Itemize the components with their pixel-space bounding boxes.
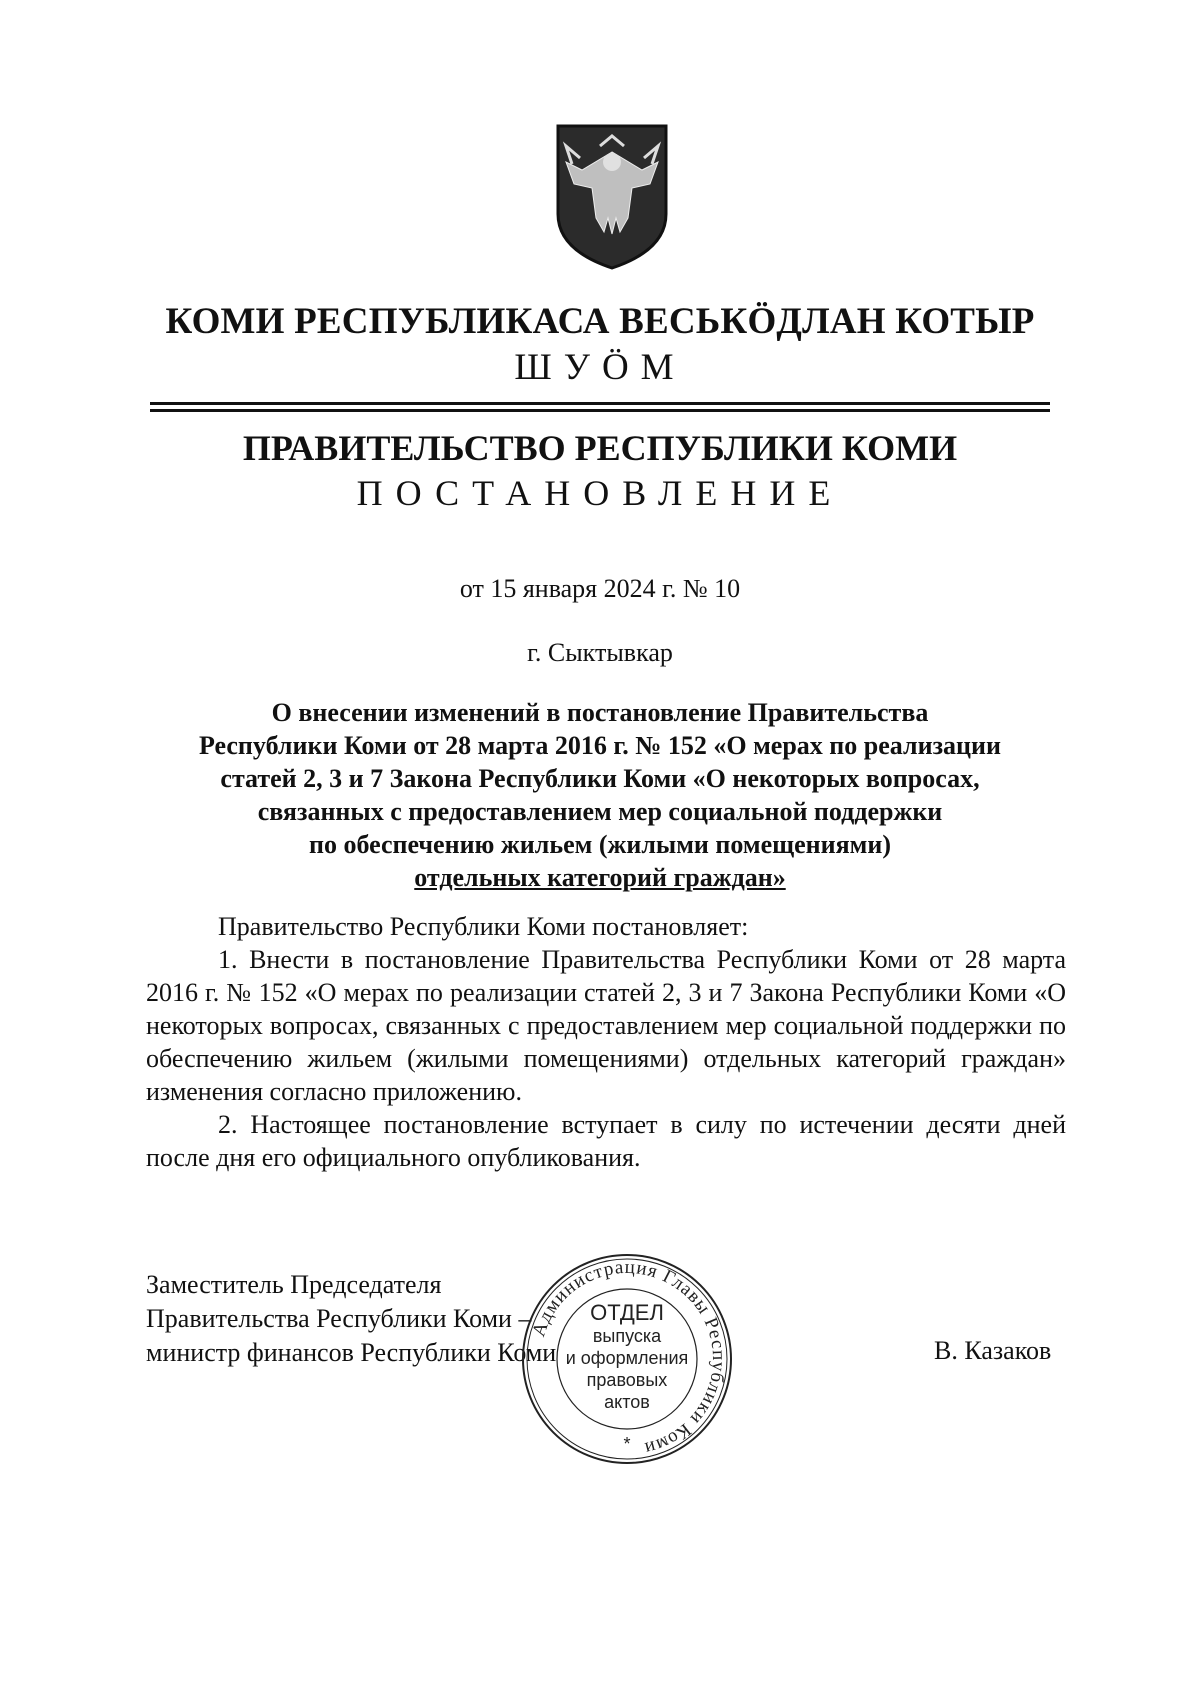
body-paragraph-2: 2. Настоящее постановление вступает в силу по истечении десяти дней после дня его официального опубликования. xyxy=(146,1110,1066,1172)
stamp-line: выпуска xyxy=(592,1326,662,1346)
signatory-position-line: Правительства Республики Коми – xyxy=(146,1304,532,1333)
stamp-line: актов xyxy=(604,1392,650,1412)
document-body xyxy=(146,910,1066,1174)
header-divider-bottom xyxy=(150,409,1050,412)
signatory-position xyxy=(146,1268,556,1370)
government-title: ПРАВИТЕЛЬСТВО РЕСПУБЛИКИ КОМИ xyxy=(242,428,958,468)
body-intro: Правительство Республики Коми постановляет: xyxy=(218,912,749,941)
stamp-line: правовых xyxy=(586,1370,668,1390)
document-city: г. Сыктывкар xyxy=(527,638,673,667)
official-stamp xyxy=(518,1250,736,1468)
komi-coat-of-arms-icon xyxy=(552,122,672,272)
header-divider-top xyxy=(150,402,1050,405)
body-paragraph-1: 1. Внести в постановление Правительства Республики Коми от 28 марта 2016 г. № 152 «О мерах по реализации статей 2, 3 и 7 Закона Республики Коми «О некоторых вопросах, связанных с предоставлением мер социальной поддержки по обеспечению жильем (жилыми помещениями) отдельных категорий граждан» изменения согласно приложению. xyxy=(146,945,1066,1106)
stamp-ring-text: Администрация Главы Республики Коми xyxy=(528,1256,730,1460)
document-date-number: от 15 января 2024 г. № 10 xyxy=(459,574,741,603)
signatory-position-line: министр финансов Республики Коми xyxy=(146,1338,557,1367)
document-subject xyxy=(150,696,1050,894)
subject-line: Республики Коми от 28 марта 2016 г. № 152 «О мерах по реализации xyxy=(199,731,1001,760)
komi-document-type: ШУӦМ xyxy=(514,347,686,388)
komi-government-title: КОМИ РЕСПУБЛИКАСА ВЕСЬКӦДЛАН КОТЫР xyxy=(165,301,1035,342)
subject-line: по обеспечению жильем (жилыми помещениями) xyxy=(308,830,892,859)
document-type: ПОСТАНОВЛЕНИЕ xyxy=(356,473,844,513)
stamp-line: и оформления xyxy=(565,1348,689,1368)
subject-line-underlined: отдельных категорий граждан» xyxy=(414,863,786,892)
subject-line: связанных с предоставлением мер социальной поддержки xyxy=(257,797,943,826)
subject-line: О внесении изменений в постановление Правительства xyxy=(271,698,929,727)
stamp-star: * xyxy=(623,1434,631,1454)
subject-line: статей 2, 3 и 7 Закона Республики Коми «О некоторых вопросах, xyxy=(220,764,980,793)
stamp-line: ОТДЕЛ xyxy=(590,1300,664,1325)
signatory-name: В. Казаков xyxy=(934,1336,1052,1365)
signatory-position-line: Заместитель Председателя xyxy=(146,1270,442,1299)
